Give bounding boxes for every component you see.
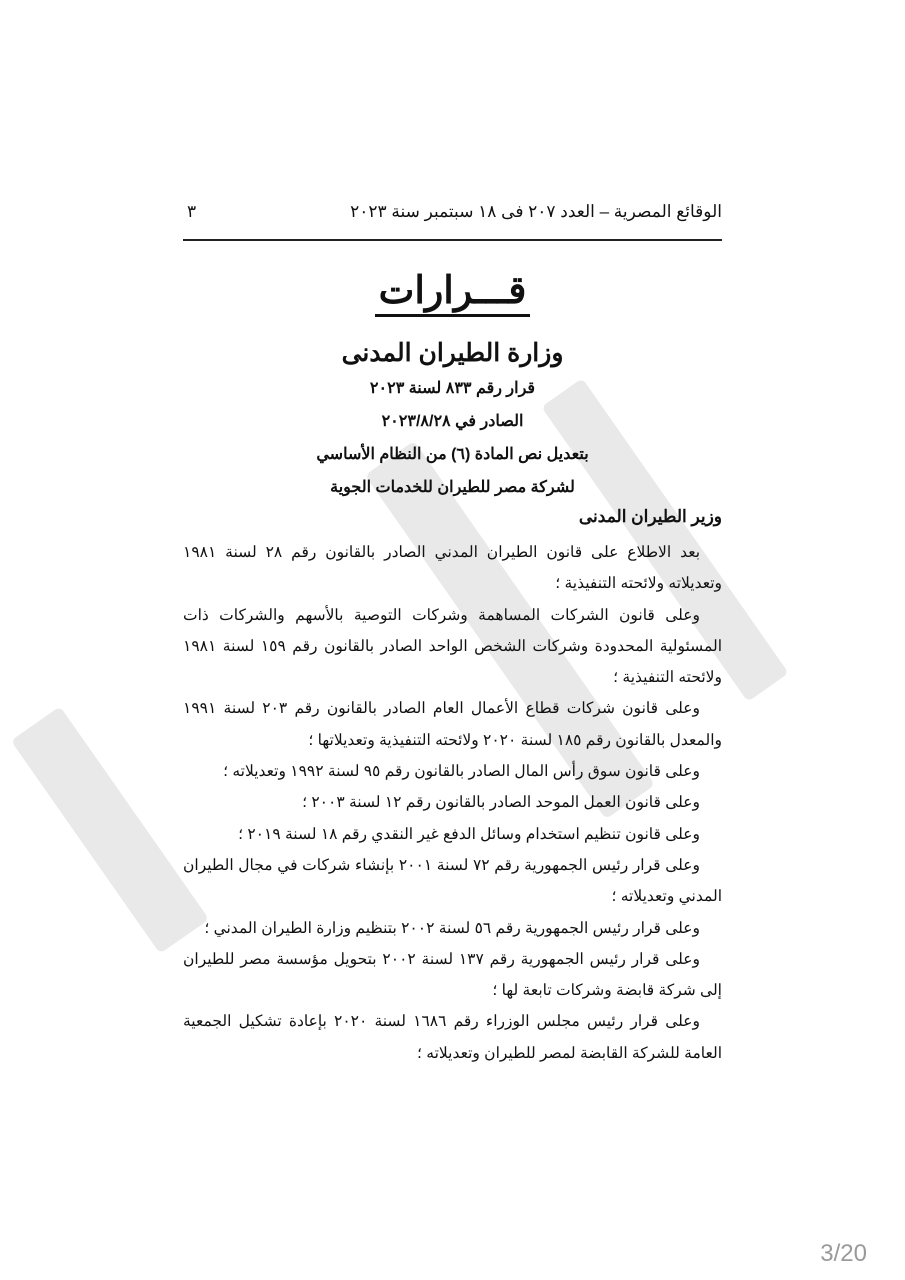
paragraph: وعلى قرار رئيس مجلس الوزراء رقم ١٦٨٦ لسنة ٢٠٢٠ بإعادة تشكيل الجمعية العامة للشركة القابضة لمصر للطيران وتعديلاته ؛	[183, 1013, 722, 1062]
paragraph: وعلى قانون العمل الموحد الصادر بالقانون رقم ١٢ لسنة ٢٠٠٣ ؛	[302, 794, 700, 812]
ministry-title: وزارة الطيران المدنى	[341, 339, 564, 367]
section-title	[183, 268, 722, 313]
running-header	[183, 198, 722, 228]
paragraph: وعلى قانون شركات قطاع الأعمال العام الصادر بالقانون رقم ٢٠٣ لسنة ١٩٩١ والمعدل بالقانون رقم ١٨٥ لسنة ٢٠٢٠ ولائحته التنفيذية وتعديلاتها ؛	[183, 700, 722, 749]
running-title: الوقائع المصرية – العدد ٢٠٧ فى ١٨ سبتمبر سنة ٢٠٢٣	[350, 202, 722, 221]
paragraph: وعلى قانون تنظيم استخدام وسائل الدفع غير النقدي رقم ١٨ لسنة ٢٠١٩ ؛	[238, 825, 700, 843]
section-title-text: قـــرارات	[375, 270, 531, 317]
header-divider	[183, 239, 722, 241]
decree-subject-line1: بتعديل نص المادة (٦) من النظام الأساسي	[316, 446, 589, 463]
watermark	[11, 706, 209, 953]
decree-number: قرار رقم ٨٣٣ لسنة ٢٠٢٣	[369, 380, 536, 397]
decree-subject-line2: لشركة مصر للطيران للخدمات الجوية	[330, 479, 575, 496]
paragraph: وعلى قانون سوق رأس المال الصادر بالقانون رقم ٩٥ لسنة ١٩٩٢ وتعديلاته ؛	[223, 763, 700, 781]
paragraph: وعلى قرار رئيس الجمهورية رقم ٥٦ لسنة ٢٠٠٢ بتنظيم وزارة الطيران المدني ؛	[204, 919, 700, 937]
paragraph: وعلى قانون الشركات المساهمة وشركات التوصية بالأسهم والشركات ذات المسئولية المحدودة وشركات الشخص الواحد الصادر بالقانون رقم ١٥٩ لسنة ١٩٨١ ولائحته التنفيذية ؛	[183, 606, 722, 687]
minister-heading: وزير الطيران المدنى	[578, 507, 722, 526]
preamble-body	[183, 537, 722, 1069]
decree-issued-date: الصادر في ٢٠٢٣/٨/٢٨	[381, 413, 524, 430]
paragraph: وعلى قرار رئيس الجمهورية رقم ١٣٧ لسنة ٢٠٠٢ بتحويل مؤسسة مصر للطيران إلى شركة قابضة وشركات تابعة لها ؛	[183, 950, 722, 1000]
paragraph: وعلى قرار رئيس الجمهورية رقم ٧٢ لسنة ٢٠٠١ بإنشاء شركات في مجال الطيران المدني وتعديلاته ؛	[183, 856, 722, 906]
paragraph: بعد الاطلاع على قانون الطيران المدني الصادر بالقانون رقم ٢٨ لسنة ١٩٨١ وتعديلاته ولائحته التنفيذية ؛	[183, 544, 722, 593]
page-counter: 3/20	[820, 1240, 867, 1267]
page-number: ٣	[187, 202, 197, 221]
